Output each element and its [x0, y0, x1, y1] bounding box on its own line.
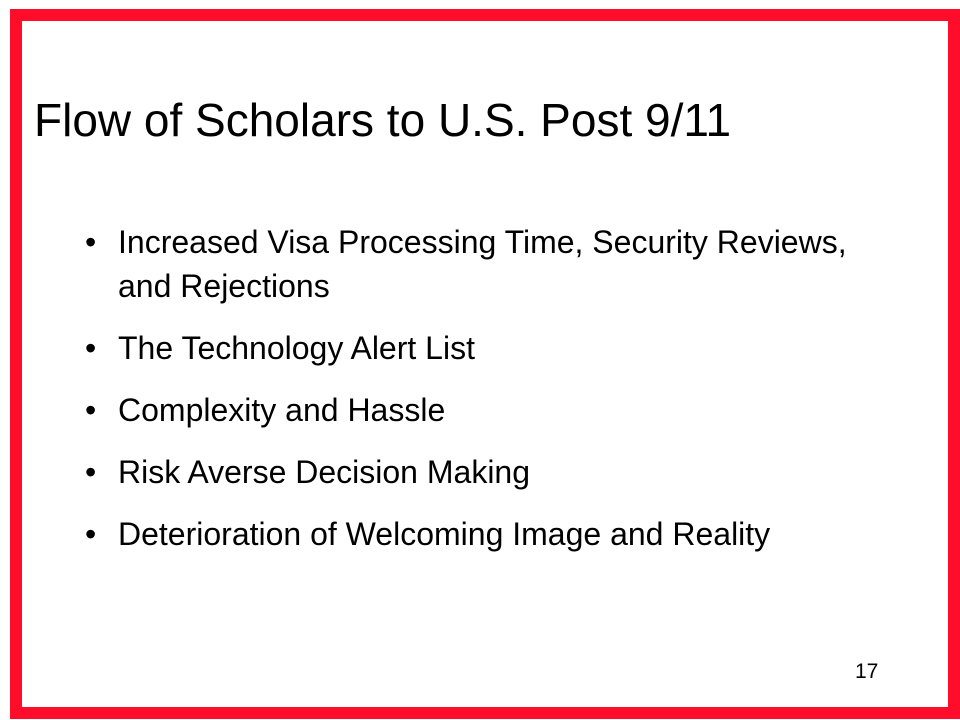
slide-title: Flow of Scholars to U.S. Post 9/11: [34, 94, 732, 146]
page-number: 17: [855, 660, 879, 683]
bullet-item: [85, 220, 875, 308]
bullet-text: Complexity and Hassle: [118, 392, 446, 428]
bullet-item: [85, 512, 875, 556]
bullet-marker: •: [85, 224, 97, 260]
bullet-marker: •: [85, 454, 97, 490]
bullet-text: Risk Averse Decision Making: [118, 454, 531, 490]
bullet-item: [85, 388, 875, 432]
bullet-text: The Technology Alert List: [118, 330, 475, 366]
bullet-text: Increased Visa Processing Time, Security Reviews, and Rejections: [118, 224, 847, 304]
bullet-text: Deterioration of Welcoming Image and Reality: [118, 516, 771, 552]
bullet-item: [85, 450, 875, 494]
bullet-list: [85, 220, 875, 574]
bullet-marker: •: [85, 330, 97, 366]
bullet-item: [85, 326, 875, 370]
bullet-marker: •: [85, 516, 97, 552]
bullet-marker: •: [85, 392, 97, 428]
